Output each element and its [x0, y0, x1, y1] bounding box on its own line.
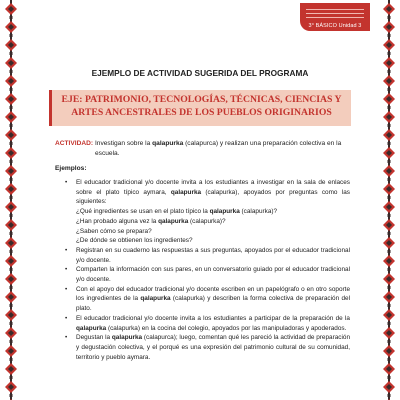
border-pattern-right — [378, 0, 400, 400]
activity-text-a: Investigan sobre la — [93, 140, 153, 147]
decorative-border-left — [0, 0, 22, 400]
border-dot — [388, 178, 391, 181]
example-text: (calapurka), apoyados por preguntas como las siguientes: — [76, 188, 350, 206]
example-text: (calapurka) y describen la forma colectiva de preparación del plato. — [76, 295, 350, 313]
border-dot — [10, 178, 13, 181]
border-dot — [388, 214, 391, 217]
example-text: Comparten la información con sus pares, en un conversatorio guiado por el educador tradicional y/o docente. — [76, 266, 350, 284]
border-dot — [10, 232, 13, 235]
level-badge — [300, 3, 370, 31]
example-bold-term: qalapurka — [76, 324, 107, 332]
border-dot — [10, 160, 13, 163]
border-dot — [10, 268, 13, 271]
example-text: (calapurca); luego, comentan qué les pareció la actividad de preparación y degustación colectiva, y el porqué es una expresión del patrimonio cultural de su comunidad, territorio y pueblo aymara. — [76, 334, 350, 361]
border-dot — [388, 16, 391, 19]
border-dot — [388, 322, 391, 325]
border-dot — [388, 250, 391, 253]
list-item — [65, 285, 350, 314]
examples-label: Ejemplos: — [55, 165, 87, 172]
examples-list — [65, 178, 350, 362]
bullet-icon: • — [65, 246, 68, 254]
border-dot — [10, 322, 13, 325]
example-text: El educador tradicional y/o docente invita a los estudiantes a participar de la preparación de la — [76, 314, 350, 322]
border-dot — [10, 196, 13, 199]
list-item — [65, 178, 350, 246]
border-dot — [10, 304, 13, 307]
border-dot — [10, 214, 13, 217]
border-dot — [388, 124, 391, 127]
list-item — [65, 333, 350, 362]
border-dot — [388, 268, 391, 271]
bullet-icon: • — [65, 179, 68, 186]
border-dot — [10, 250, 13, 253]
border-dot — [10, 340, 13, 343]
border-dot — [10, 124, 13, 127]
border-dot — [388, 358, 391, 361]
border-dot — [388, 52, 391, 55]
level-badge-text: 3° BÁSICO Unidad 3 — [308, 23, 362, 29]
border-dot — [10, 358, 13, 361]
page-title: EJEMPLO DE ACTIVIDAD SUGERIDA DEL PROGRAMA — [91, 68, 309, 78]
bullet-icon: • — [65, 334, 68, 342]
example-bold-term: qalapurka — [140, 295, 171, 303]
border-dot — [10, 88, 13, 91]
border-dot — [388, 106, 391, 109]
eje-heading-box — [49, 90, 351, 126]
question-1: ¿Qué ingredientes se usan en el plato típico la qalapurka (calapurka)? — [76, 208, 278, 216]
question-4: ¿De dónde se obtienen los ingredientes? — [76, 237, 193, 245]
eje-title-line-2: ARTES ANCESTRALES DE LOS PUEBLOS ORIGINARIOS — [71, 106, 332, 118]
border-dot — [388, 196, 391, 199]
border-dot — [388, 394, 391, 397]
border-dot — [388, 142, 391, 145]
question-3: ¿Saben cómo se prepara? — [76, 227, 152, 235]
border-dot — [388, 232, 391, 235]
border-dot — [10, 34, 13, 37]
example-bold-term: qalapurka — [111, 334, 143, 342]
border-dot — [388, 88, 391, 91]
border-dot — [10, 376, 13, 379]
example-text: El educador tradicional y/o docente invita a los estudiantes a investigar en la sala de enlaces sobre el plato típico aymara, — [76, 179, 350, 196]
bullet-icon: • — [65, 266, 68, 274]
border-dot — [10, 142, 13, 145]
decorative-border-right — [378, 0, 400, 400]
bullet-icon: • — [65, 314, 68, 322]
border-dot — [388, 34, 391, 37]
example-text: (calapurka) en la cocina del colegio, apoyados por las manipuladoras y apoderados. — [106, 324, 347, 332]
bullet-icon: • — [65, 285, 68, 293]
border-dot — [10, 106, 13, 109]
border-dot — [10, 394, 13, 397]
example-text: Degustan la — [76, 334, 112, 342]
border-dot — [388, 340, 391, 343]
example-bold-term: qalapurka — [170, 188, 202, 196]
border-dot — [388, 376, 391, 379]
list-item — [65, 265, 350, 284]
border-dot — [10, 286, 13, 289]
example-text: Registran en su cuaderno las respuestas a sus preguntas, apoyados por el educador tradicional y/o docente. — [76, 246, 350, 264]
border-dot — [10, 52, 13, 55]
question-2: ¿Han probado alguna vez la qalapurka (calapurka)? — [76, 217, 226, 225]
border-dot — [10, 16, 13, 19]
border-pattern-left — [0, 0, 22, 400]
activity-bold-term: qalapurka — [152, 140, 184, 147]
activity-text-b: (calapurca) y realizan una preparación colectiva en la — [183, 140, 342, 147]
example-text: Con el apoyo del educador tradicional y/o docente escriben en un papelógrafo o en otro soporte los ingredientes de la — [76, 285, 350, 303]
activity-label: ACTIVIDAD: — [55, 140, 94, 147]
activity-line-2: escuela. — [95, 149, 120, 157]
list-item — [65, 246, 350, 265]
border-dot — [388, 304, 391, 307]
list-item — [65, 314, 350, 333]
border-dot — [388, 286, 391, 289]
eje-title-line-1: EJE: PATRIMONIO, TECNOLOGÍAS, TÉCNICAS, CIENCIAS Y — [61, 94, 342, 105]
border-dot — [388, 160, 391, 163]
activity-paragraph — [55, 139, 355, 159]
